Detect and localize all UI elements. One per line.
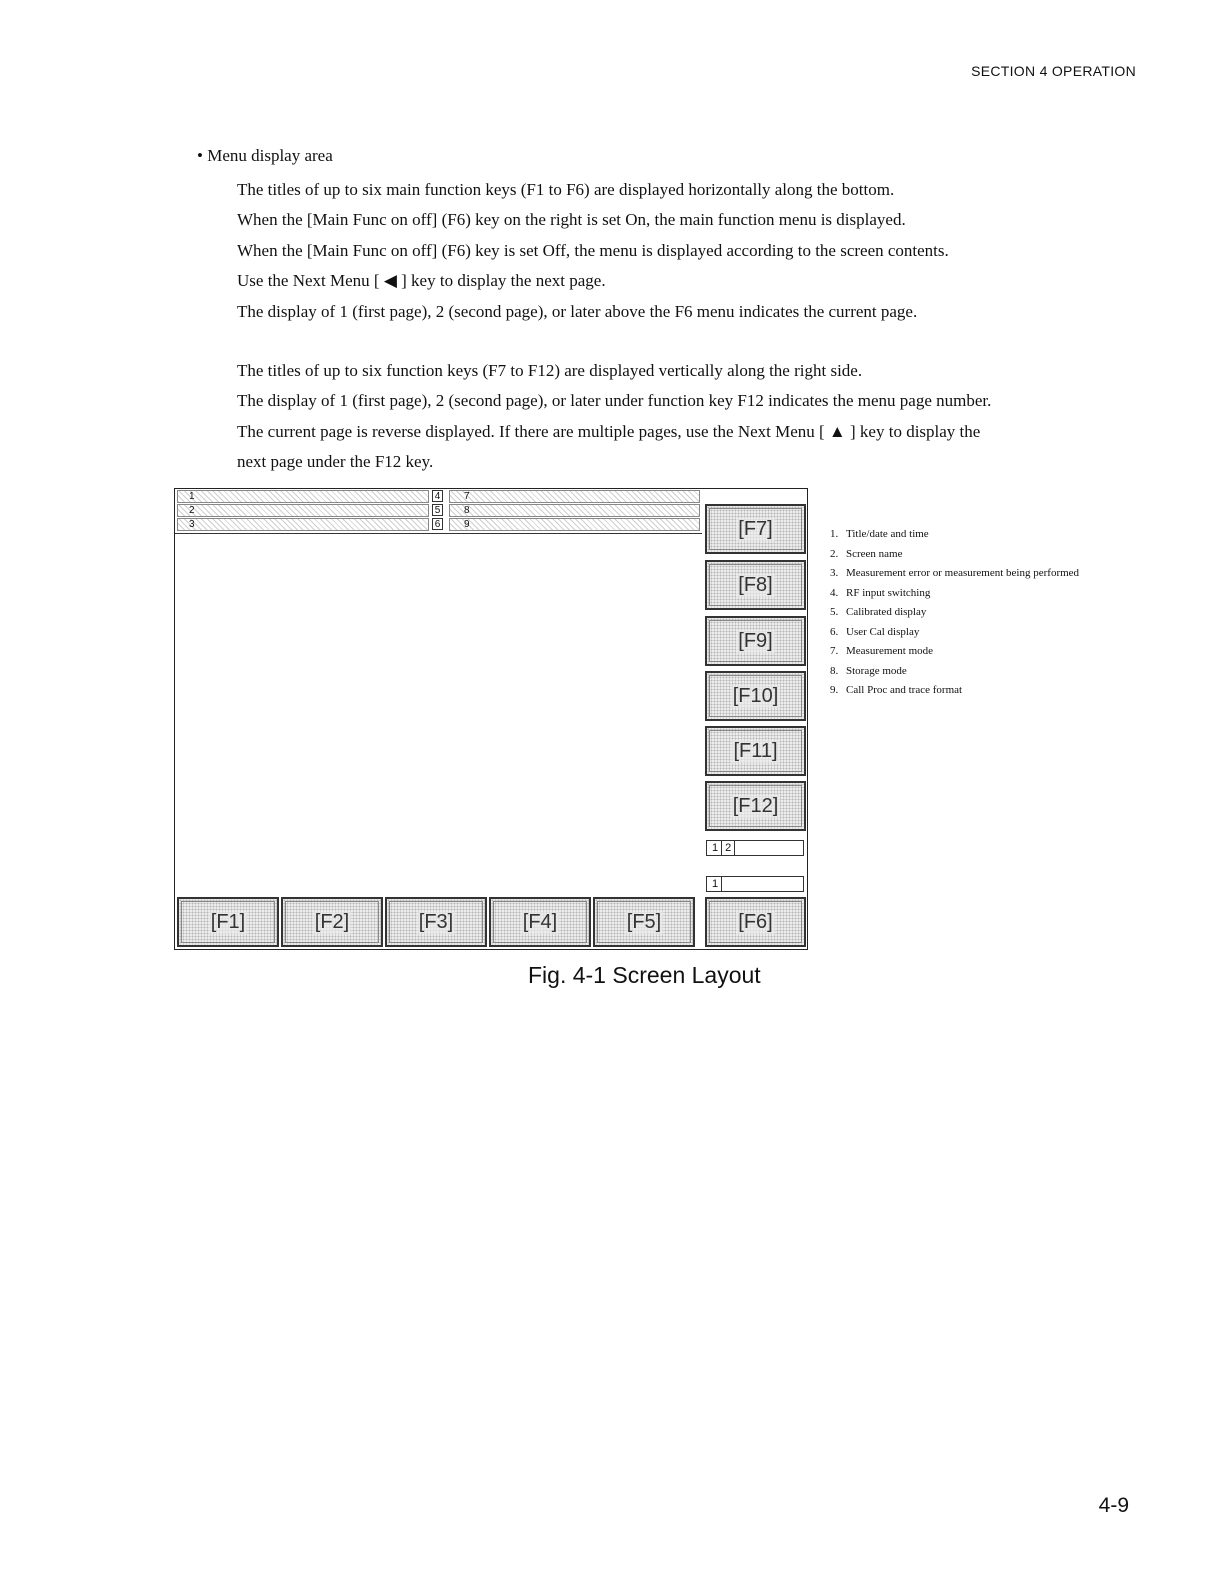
key-label: [F10] — [732, 684, 779, 707]
menu-page-indicator — [706, 840, 804, 856]
text-line: The titles of up to six main function keys (F1 to F6) are displayed horizontally along the bottom. — [237, 180, 895, 199]
function-key-f12[interactable] — [705, 781, 806, 831]
function-key-f1[interactable] — [177, 897, 279, 947]
main-page-indicator — [706, 876, 804, 892]
text-line: When the [Main Func on off] (F6) key is set Off, the menu is displayed according to the screen contents. — [237, 240, 949, 260]
band-number: 1 — [189, 491, 195, 502]
band-number: 6 — [432, 518, 443, 530]
key-label: [F11] — [733, 739, 778, 762]
paragraph-side-function-keys — [237, 356, 1137, 478]
band-number: 5 — [432, 504, 443, 516]
key-label: [F1] — [210, 910, 246, 933]
band-field-measurement-mode — [449, 490, 700, 503]
function-key-f2[interactable] — [281, 897, 383, 947]
figure-caption: Fig. 4-1 Screen Layout — [528, 962, 761, 988]
bullet-title: • Menu display area — [197, 146, 333, 165]
band-number: 2 — [189, 505, 195, 516]
function-key-f11[interactable] — [705, 726, 806, 776]
band-field-storage-mode — [449, 504, 700, 517]
legend-item: 3. Measurement error or measurement being performed — [830, 567, 1080, 579]
text-line: When the [Main Func on off] (F6) key on the right is set On, the main function menu is displayed. — [237, 210, 906, 230]
key-label: [F7] — [738, 517, 773, 540]
legend-item: 9. Call Proc and trace format — [830, 684, 963, 696]
figure-legend — [830, 525, 1150, 701]
page-cell: 1 — [709, 841, 722, 855]
legend-item: 7. Measurement mode — [830, 645, 934, 657]
function-key-f10[interactable] — [705, 671, 806, 721]
legend-item: 6. User Cal display — [830, 625, 920, 638]
function-key-f9[interactable] — [705, 616, 806, 666]
text-line: The titles of up to six function keys (F7 to F12) are displayed vertically along the right side. — [237, 361, 863, 380]
function-key-f5[interactable] — [593, 897, 695, 947]
page-cell: 2 — [722, 841, 735, 855]
paragraph-main-function-keys — [237, 175, 1137, 327]
function-key-f4[interactable] — [489, 897, 591, 947]
band-number: 7 — [464, 491, 470, 502]
band-number: 8 — [464, 505, 470, 516]
text-line: The display of 1 (first page), 2 (second page), or later above the F6 menu indicates the current page. — [237, 301, 918, 321]
key-label: [F3] — [418, 910, 454, 933]
key-label: [F8] — [738, 573, 773, 596]
key-label: [F12] — [732, 794, 779, 817]
legend-item: 5. Calibrated display — [830, 606, 927, 618]
text-line: next page under the F12 key. — [237, 452, 434, 472]
band-number: 3 — [189, 519, 195, 530]
text-line: The current page is reverse displayed. If there are multiple pages, use the Next Menu [ ▲ ] key to display the — [237, 421, 981, 441]
function-key-f6[interactable] — [705, 897, 806, 947]
section-header: SECTION 4 OPERATION — [971, 63, 1136, 79]
key-label: [F5] — [626, 910, 662, 933]
band-field-title — [177, 490, 429, 503]
function-key-f8[interactable] — [705, 560, 806, 610]
key-label: [F4] — [522, 910, 558, 933]
screen-layout-figure — [174, 488, 808, 952]
key-label: [F9] — [738, 629, 773, 652]
band-field-call-proc — [449, 518, 700, 531]
text-line: The display of 1 (first page), 2 (second page), or later under function key F12 indicates the menu page number. — [237, 391, 992, 411]
band-number: 4 — [432, 490, 443, 502]
function-key-f7[interactable] — [705, 504, 806, 554]
band-field-screen-name — [177, 504, 429, 517]
page-number: 4-9 — [1098, 1494, 1129, 1517]
page-cell: 1 — [709, 877, 722, 891]
legend-item: 4. RF input switching — [830, 586, 931, 599]
band-field-measurement-status — [177, 518, 429, 531]
text-line: Use the Next Menu [ ◀ ] key to display the next page. — [237, 271, 606, 291]
key-label: [F2] — [314, 910, 350, 933]
key-label: [F6] — [738, 910, 773, 933]
legend-item: 2. Screen name — [830, 547, 903, 560]
legend-item: 8. Storage mode — [830, 664, 907, 677]
band-number: 9 — [464, 519, 470, 530]
screen-frame — [174, 488, 808, 950]
status-band — [175, 489, 702, 534]
legend-item: 1. Title/date and time — [830, 528, 929, 540]
function-key-f3[interactable] — [385, 897, 487, 947]
